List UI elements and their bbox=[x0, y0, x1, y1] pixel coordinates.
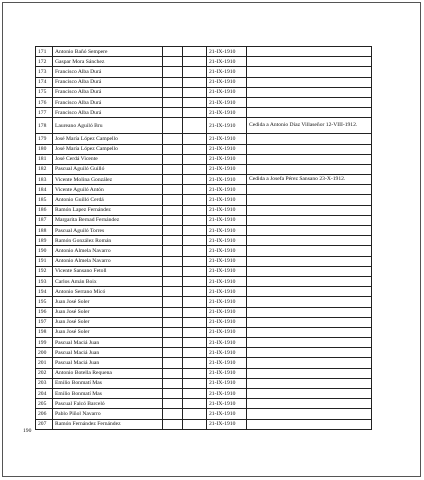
row-note bbox=[247, 327, 372, 337]
row-empty-cell bbox=[163, 108, 183, 118]
row-empty-cell bbox=[183, 409, 207, 419]
row-empty-cell bbox=[183, 185, 207, 195]
row-date: 21-IX-1910 bbox=[207, 97, 247, 107]
row-note bbox=[247, 246, 372, 256]
table-row bbox=[36, 226, 372, 236]
row-empty-cell bbox=[183, 118, 207, 134]
row-empty-cell bbox=[163, 154, 183, 164]
row-empty-cell bbox=[183, 57, 207, 67]
row-name: Ramón Fernández Fernández bbox=[53, 419, 163, 429]
row-date: 21-IX-1910 bbox=[207, 419, 247, 429]
register-table-body bbox=[36, 47, 372, 430]
row-empty-cell bbox=[163, 317, 183, 327]
row-number: 206 bbox=[36, 409, 53, 419]
row-date: 21-IX-1910 bbox=[207, 399, 247, 409]
row-number: 172 bbox=[36, 57, 53, 67]
row-date: 21-IX-1910 bbox=[207, 389, 247, 399]
row-name: Laureano Aguiló Bru bbox=[53, 118, 163, 134]
row-name: Antonio Serrano Micó bbox=[53, 287, 163, 297]
row-empty-cell bbox=[163, 144, 183, 154]
row-empty-cell bbox=[163, 266, 183, 276]
table-row bbox=[36, 108, 372, 118]
row-note bbox=[247, 144, 372, 154]
row-number: 185 bbox=[36, 195, 53, 205]
row-name: Francisco Alba Durá bbox=[53, 67, 163, 77]
row-name: Francisco Alba Durá bbox=[53, 87, 163, 97]
row-empty-cell bbox=[163, 87, 183, 97]
table-row bbox=[36, 368, 372, 378]
row-number: 189 bbox=[36, 236, 53, 246]
row-date: 21-IX-1910 bbox=[207, 307, 247, 317]
row-number: 202 bbox=[36, 368, 53, 378]
row-name: Ramón Lapez Fernández bbox=[53, 205, 163, 215]
row-date: 21-IX-1910 bbox=[207, 175, 247, 185]
row-number: 173 bbox=[36, 67, 53, 77]
row-empty-cell bbox=[163, 164, 183, 174]
row-empty-cell bbox=[163, 256, 183, 266]
row-number: 204 bbox=[36, 389, 53, 399]
row-note bbox=[247, 57, 372, 67]
row-date: 21-IX-1910 bbox=[207, 246, 247, 256]
row-date: 21-IX-1910 bbox=[207, 287, 247, 297]
table-row bbox=[36, 205, 372, 215]
row-empty-cell bbox=[163, 175, 183, 185]
row-date: 21-IX-1910 bbox=[207, 317, 247, 327]
row-empty-cell bbox=[163, 338, 183, 348]
row-note bbox=[247, 134, 372, 144]
row-number: 200 bbox=[36, 348, 53, 358]
row-name: Vicente Molina González bbox=[53, 175, 163, 185]
row-empty-cell bbox=[163, 409, 183, 419]
row-empty-cell bbox=[183, 77, 207, 87]
row-empty-cell bbox=[183, 144, 207, 154]
row-empty-cell bbox=[183, 67, 207, 77]
row-note bbox=[247, 409, 372, 419]
row-name: Emilio Bonmatí Mas bbox=[53, 378, 163, 388]
row-number: 192 bbox=[36, 266, 53, 276]
row-number: 195 bbox=[36, 297, 53, 307]
row-date: 21-IX-1910 bbox=[207, 118, 247, 134]
row-date: 21-IX-1910 bbox=[207, 215, 247, 225]
row-name: Francisco Alba Durá bbox=[53, 97, 163, 107]
row-empty-cell bbox=[183, 368, 207, 378]
row-note bbox=[247, 236, 372, 246]
table-row bbox=[36, 389, 372, 399]
row-note bbox=[247, 378, 372, 388]
table-row bbox=[36, 358, 372, 368]
row-date: 21-IX-1910 bbox=[207, 57, 247, 67]
row-empty-cell bbox=[183, 47, 207, 57]
row-empty-cell bbox=[183, 399, 207, 409]
row-date: 21-IX-1910 bbox=[207, 236, 247, 246]
row-empty-cell bbox=[163, 195, 183, 205]
row-empty-cell bbox=[163, 97, 183, 107]
row-note bbox=[247, 389, 372, 399]
row-note: Cedida a Antonio Díaz Villaseñor 12-VIII-1912. bbox=[247, 118, 372, 134]
row-name: Emilio Bonmatí Mas bbox=[53, 389, 163, 399]
row-empty-cell bbox=[183, 195, 207, 205]
row-number: 196 bbox=[36, 307, 53, 317]
row-empty-cell bbox=[163, 297, 183, 307]
row-name: Pascual Maciá Juan bbox=[53, 348, 163, 358]
row-number: 186 bbox=[36, 205, 53, 215]
row-number: 194 bbox=[36, 287, 53, 297]
register-table bbox=[35, 46, 372, 430]
row-note bbox=[247, 348, 372, 358]
row-note bbox=[247, 87, 372, 97]
row-number: 187 bbox=[36, 215, 53, 225]
row-date: 21-IX-1910 bbox=[207, 226, 247, 236]
table-row bbox=[36, 175, 372, 185]
table-row bbox=[36, 419, 372, 429]
row-empty-cell bbox=[163, 134, 183, 144]
row-empty-cell bbox=[183, 348, 207, 358]
document-page bbox=[2, 2, 421, 477]
row-name: Gaspar Mora Sánchez bbox=[53, 57, 163, 67]
row-note bbox=[247, 154, 372, 164]
table-row bbox=[36, 307, 372, 317]
row-number: 177 bbox=[36, 108, 53, 118]
row-number: 181 bbox=[36, 154, 53, 164]
table-row bbox=[36, 246, 372, 256]
table-row bbox=[36, 236, 372, 246]
row-date: 21-IX-1910 bbox=[207, 378, 247, 388]
row-empty-cell bbox=[183, 97, 207, 107]
row-empty-cell bbox=[163, 215, 183, 225]
row-empty-cell bbox=[163, 47, 183, 57]
table-row bbox=[36, 77, 372, 87]
row-note bbox=[247, 164, 372, 174]
row-empty-cell bbox=[183, 246, 207, 256]
row-name: Francisco Alba Durá bbox=[53, 108, 163, 118]
table-row bbox=[36, 57, 372, 67]
row-empty-cell bbox=[183, 134, 207, 144]
row-empty-cell bbox=[163, 118, 183, 134]
row-empty-cell bbox=[183, 256, 207, 266]
row-note bbox=[247, 97, 372, 107]
row-name: Margarita Bernad Fernández bbox=[53, 215, 163, 225]
row-name: Antonio Almela Navarro bbox=[53, 246, 163, 256]
row-empty-cell bbox=[183, 287, 207, 297]
table-row bbox=[36, 338, 372, 348]
row-number: 205 bbox=[36, 399, 53, 409]
row-date: 21-IX-1910 bbox=[207, 195, 247, 205]
row-note bbox=[247, 226, 372, 236]
row-note bbox=[247, 195, 372, 205]
row-note bbox=[247, 368, 372, 378]
row-name: Pablo Piñol Navarro bbox=[53, 409, 163, 419]
row-empty-cell bbox=[163, 348, 183, 358]
row-empty-cell bbox=[163, 57, 183, 67]
row-note bbox=[247, 317, 372, 327]
row-name: Juan José Soler bbox=[53, 297, 163, 307]
row-number: 191 bbox=[36, 256, 53, 266]
row-empty-cell bbox=[163, 246, 183, 256]
row-empty-cell bbox=[163, 77, 183, 87]
table-row bbox=[36, 67, 372, 77]
row-date: 21-IX-1910 bbox=[207, 154, 247, 164]
row-name: Antonio Bañó Sempere bbox=[53, 47, 163, 57]
row-note bbox=[247, 215, 372, 225]
row-empty-cell bbox=[163, 327, 183, 337]
row-empty-cell bbox=[183, 389, 207, 399]
row-number: 207 bbox=[36, 419, 53, 429]
row-empty-cell bbox=[183, 87, 207, 97]
table-row bbox=[36, 97, 372, 107]
table-row bbox=[36, 118, 372, 134]
row-empty-cell bbox=[183, 307, 207, 317]
row-empty-cell bbox=[163, 287, 183, 297]
row-empty-cell bbox=[183, 317, 207, 327]
row-date: 21-IX-1910 bbox=[207, 205, 247, 215]
row-name: Pascual Aguiló Torres bbox=[53, 226, 163, 236]
row-note bbox=[247, 266, 372, 276]
row-date: 21-IX-1910 bbox=[207, 108, 247, 118]
row-name: Juan José Soler bbox=[53, 307, 163, 317]
row-empty-cell bbox=[183, 276, 207, 286]
row-number: 174 bbox=[36, 77, 53, 87]
row-note bbox=[247, 47, 372, 57]
row-number: 198 bbox=[36, 327, 53, 337]
row-empty-cell bbox=[163, 389, 183, 399]
table-row bbox=[36, 87, 372, 97]
row-note bbox=[247, 338, 372, 348]
row-name: Vicente Aguiló Antón bbox=[53, 185, 163, 195]
row-number: 178 bbox=[36, 118, 53, 134]
row-name: José María López Campello bbox=[53, 144, 163, 154]
row-empty-cell bbox=[183, 358, 207, 368]
table-row bbox=[36, 317, 372, 327]
row-empty-cell bbox=[183, 266, 207, 276]
row-date: 21-IX-1910 bbox=[207, 185, 247, 195]
table-row bbox=[36, 164, 372, 174]
table-row bbox=[36, 134, 372, 144]
row-note bbox=[247, 67, 372, 77]
row-date: 21-IX-1910 bbox=[207, 358, 247, 368]
row-name: Juan José Soler bbox=[53, 327, 163, 337]
row-number: 180 bbox=[36, 144, 53, 154]
row-empty-cell bbox=[163, 236, 183, 246]
row-date: 21-IX-1910 bbox=[207, 297, 247, 307]
row-date: 21-IX-1910 bbox=[207, 164, 247, 174]
row-empty-cell bbox=[183, 164, 207, 174]
row-number: 199 bbox=[36, 338, 53, 348]
row-empty-cell bbox=[183, 378, 207, 388]
row-name: Antonio Guilló Cerdá bbox=[53, 195, 163, 205]
row-note bbox=[247, 276, 372, 286]
row-number: 188 bbox=[36, 226, 53, 236]
row-empty-cell bbox=[183, 297, 207, 307]
row-note bbox=[247, 205, 372, 215]
row-empty-cell bbox=[183, 154, 207, 164]
row-empty-cell bbox=[163, 399, 183, 409]
row-date: 21-IX-1910 bbox=[207, 266, 247, 276]
row-empty-cell bbox=[183, 419, 207, 429]
row-note bbox=[247, 399, 372, 409]
table-row bbox=[36, 266, 372, 276]
row-name: Ramón González Román bbox=[53, 236, 163, 246]
row-number: 179 bbox=[36, 134, 53, 144]
row-name: Pascual Maciá Juan bbox=[53, 358, 163, 368]
table-row bbox=[36, 287, 372, 297]
row-empty-cell bbox=[163, 67, 183, 77]
row-date: 21-IX-1910 bbox=[207, 409, 247, 419]
row-name: Vicente Sansano Fetoll bbox=[53, 266, 163, 276]
row-note: Cedida a Josefa Pérez Sansano 23-X-1912. bbox=[247, 175, 372, 185]
row-number: 197 bbox=[36, 317, 53, 327]
row-date: 21-IX-1910 bbox=[207, 327, 247, 337]
table-row bbox=[36, 47, 372, 57]
row-note bbox=[247, 108, 372, 118]
row-date: 21-IX-1910 bbox=[207, 134, 247, 144]
row-note bbox=[247, 185, 372, 195]
row-empty-cell bbox=[163, 276, 183, 286]
table-row bbox=[36, 409, 372, 419]
row-name: Pascual Maciá Juan bbox=[53, 338, 163, 348]
row-number: 193 bbox=[36, 276, 53, 286]
row-number: 183 bbox=[36, 175, 53, 185]
row-date: 21-IX-1910 bbox=[207, 67, 247, 77]
row-number: 175 bbox=[36, 87, 53, 97]
row-name: Pascual Aguiló Guilló bbox=[53, 164, 163, 174]
row-name: Pascual Falcó Barceló bbox=[53, 399, 163, 409]
row-empty-cell bbox=[183, 226, 207, 236]
row-note bbox=[247, 419, 372, 429]
row-date: 21-IX-1910 bbox=[207, 77, 247, 87]
row-date: 21-IX-1910 bbox=[207, 338, 247, 348]
row-name: Juan José Soler bbox=[53, 317, 163, 327]
row-number: 201 bbox=[36, 358, 53, 368]
row-empty-cell bbox=[183, 215, 207, 225]
row-date: 21-IX-1910 bbox=[207, 276, 247, 286]
table-row bbox=[36, 327, 372, 337]
row-empty-cell bbox=[183, 338, 207, 348]
row-empty-cell bbox=[163, 419, 183, 429]
row-date: 21-IX-1910 bbox=[207, 348, 247, 358]
row-empty-cell bbox=[183, 108, 207, 118]
table-row bbox=[36, 215, 372, 225]
row-name: José María López Campello bbox=[53, 134, 163, 144]
table-row bbox=[36, 185, 372, 195]
table-row bbox=[36, 378, 372, 388]
row-note bbox=[247, 256, 372, 266]
row-number: 184 bbox=[36, 185, 53, 195]
row-date: 21-IX-1910 bbox=[207, 87, 247, 97]
row-note bbox=[247, 307, 372, 317]
row-number: 203 bbox=[36, 378, 53, 388]
row-name: Antonio Almela Navarro bbox=[53, 256, 163, 266]
row-empty-cell bbox=[163, 226, 183, 236]
row-name: José Cerdá Vicente bbox=[53, 154, 163, 164]
row-empty-cell bbox=[183, 205, 207, 215]
row-date: 21-IX-1910 bbox=[207, 47, 247, 57]
table-row bbox=[36, 276, 372, 286]
table-row bbox=[36, 399, 372, 409]
row-name: Francisco Alba Durá bbox=[53, 77, 163, 87]
row-empty-cell bbox=[183, 327, 207, 337]
row-empty-cell bbox=[163, 307, 183, 317]
row-empty-cell bbox=[183, 175, 207, 185]
row-empty-cell bbox=[183, 236, 207, 246]
row-empty-cell bbox=[163, 368, 183, 378]
row-date: 21-IX-1910 bbox=[207, 368, 247, 378]
row-date: 21-IX-1910 bbox=[207, 256, 247, 266]
table-row bbox=[36, 154, 372, 164]
table-row bbox=[36, 256, 372, 266]
table-row bbox=[36, 297, 372, 307]
row-number: 190 bbox=[36, 246, 53, 256]
row-name: Carlos Amán Boix bbox=[53, 276, 163, 286]
row-note bbox=[247, 358, 372, 368]
row-date: 21-IX-1910 bbox=[207, 144, 247, 154]
table-row bbox=[36, 195, 372, 205]
row-empty-cell bbox=[163, 378, 183, 388]
row-empty-cell bbox=[163, 358, 183, 368]
row-note bbox=[247, 77, 372, 87]
row-note bbox=[247, 287, 372, 297]
row-number: 171 bbox=[36, 47, 53, 57]
row-number: 182 bbox=[36, 164, 53, 174]
row-note bbox=[247, 297, 372, 307]
row-empty-cell bbox=[163, 185, 183, 195]
table-row bbox=[36, 348, 372, 358]
row-empty-cell bbox=[163, 205, 183, 215]
row-name: Antonio Botella Requena bbox=[53, 368, 163, 378]
table-row bbox=[36, 144, 372, 154]
row-number: 176 bbox=[36, 97, 53, 107]
page-number: 190 bbox=[23, 428, 32, 434]
